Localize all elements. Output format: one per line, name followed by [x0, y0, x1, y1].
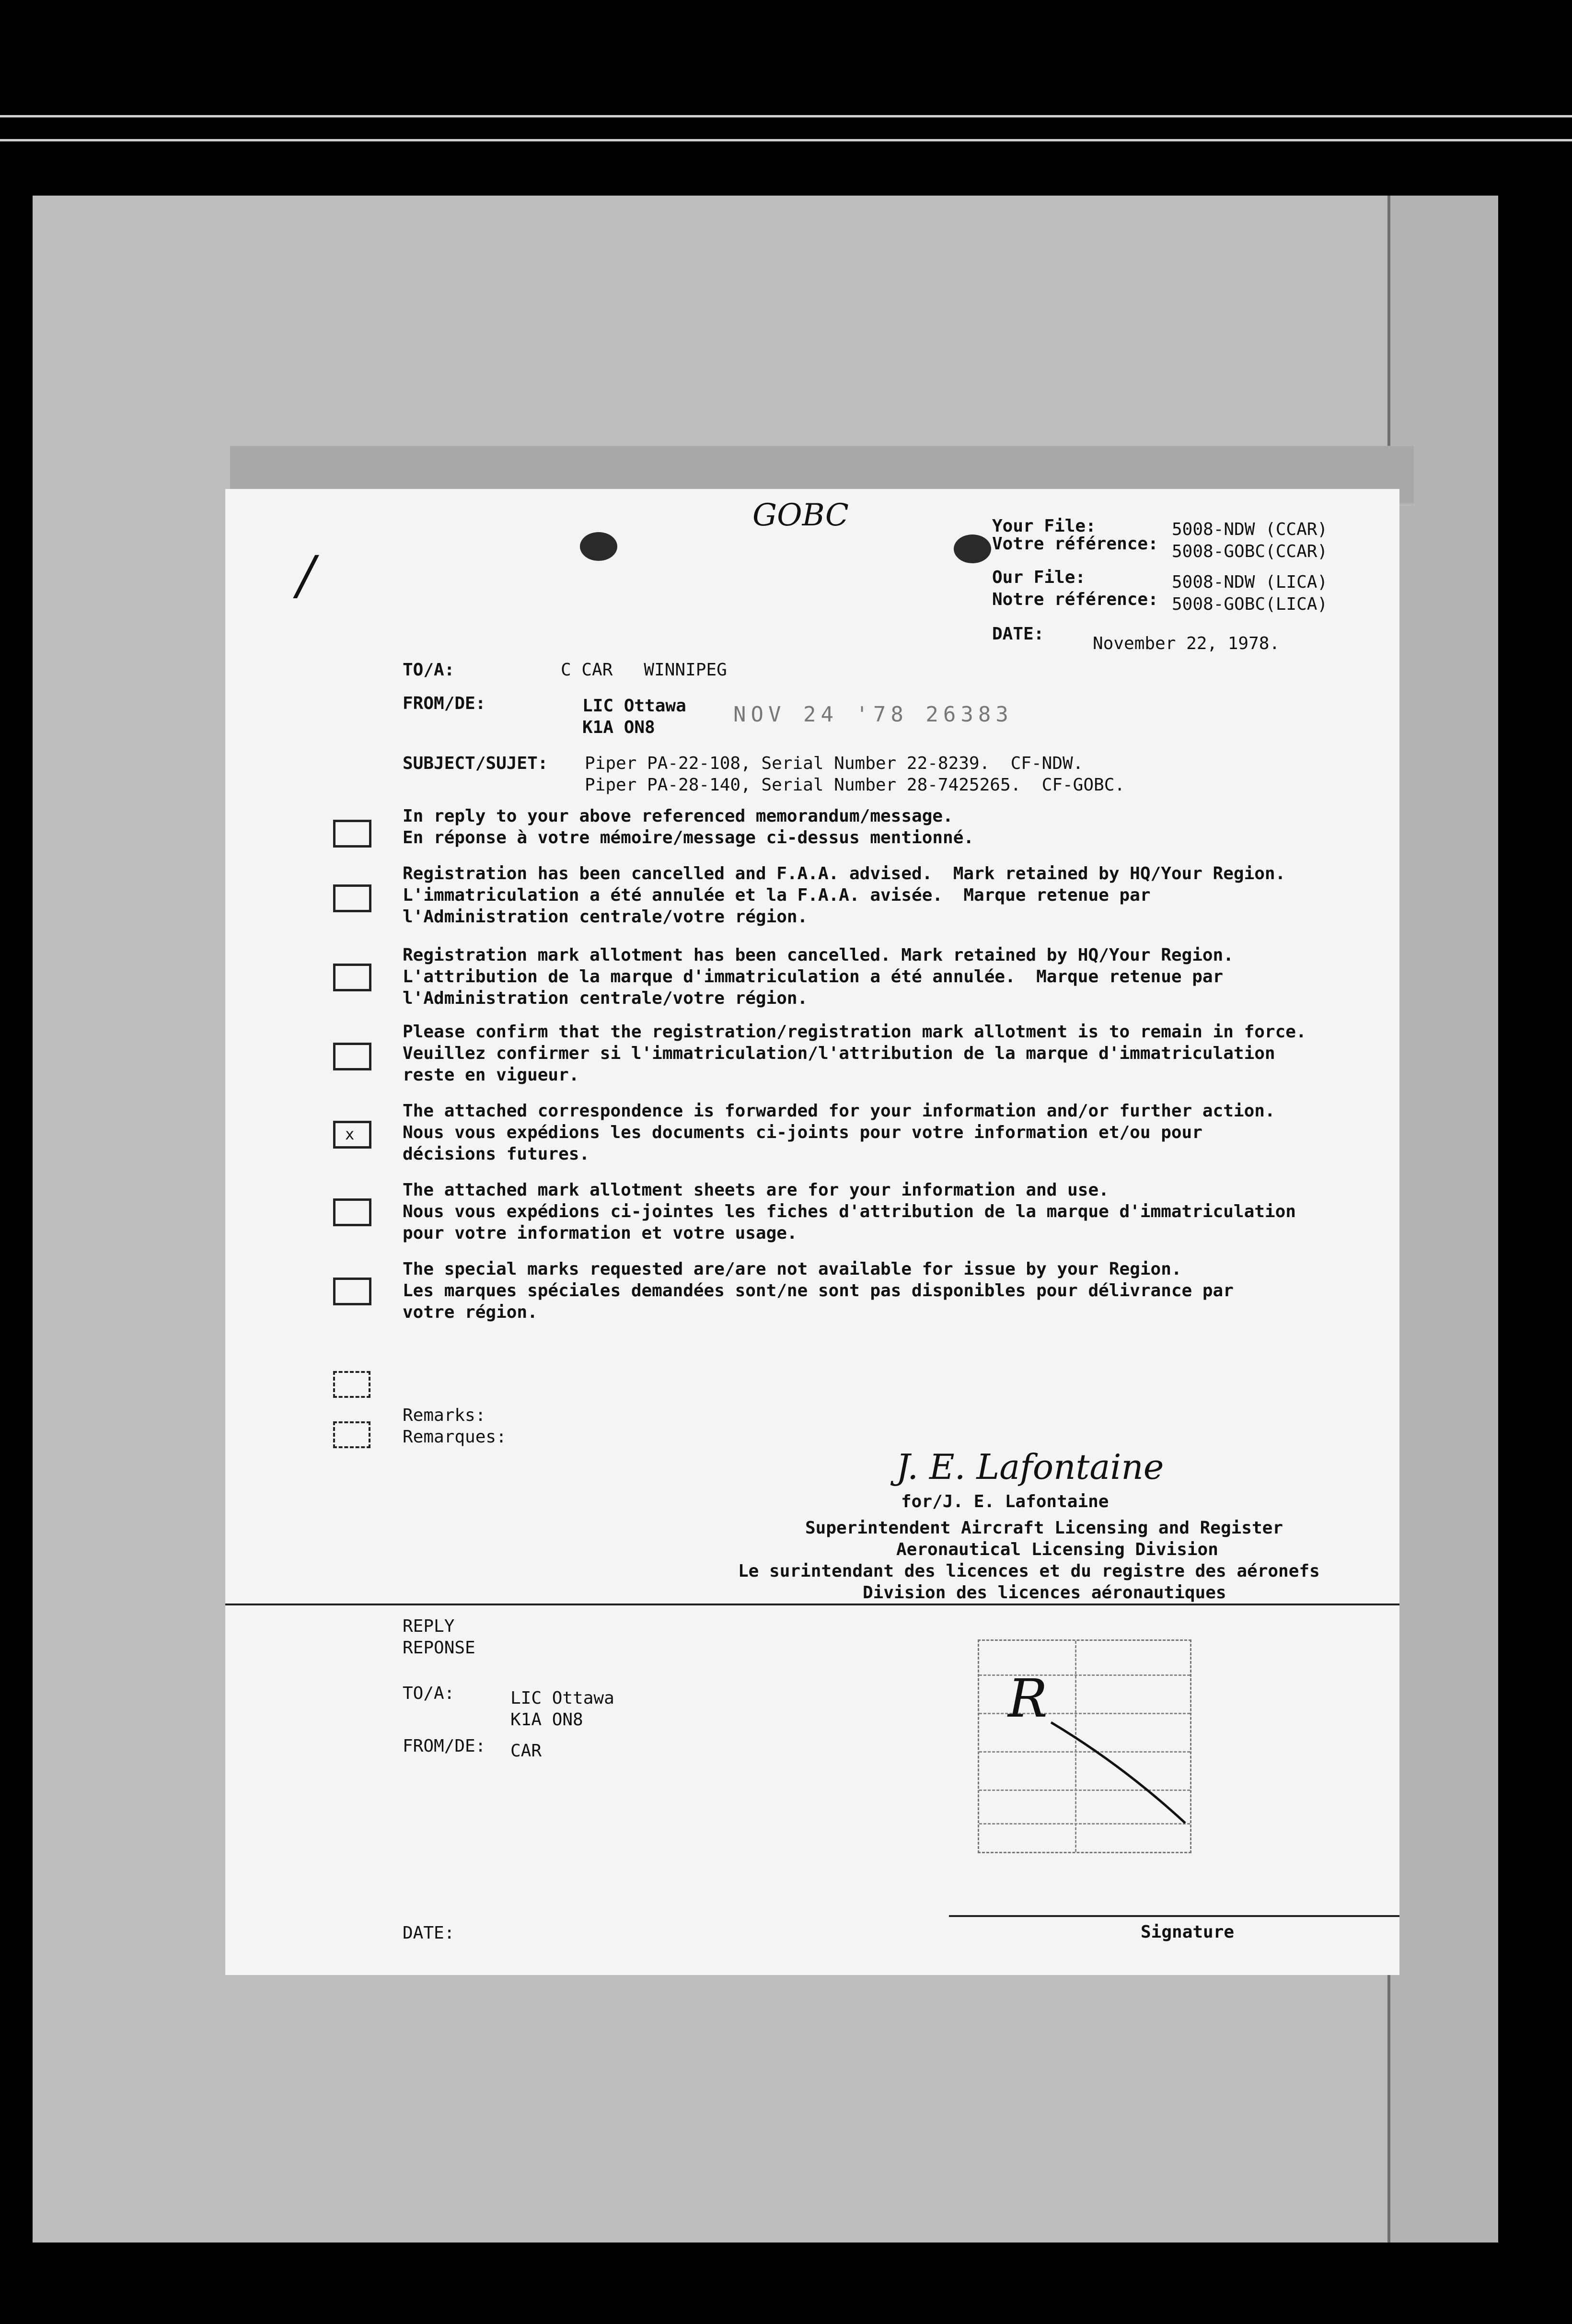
option-text-line: Nous vous expédions les documents ci-joints pour votre information et/ou pour [403, 1123, 1202, 1142]
your-file-label-en: Your File: [992, 516, 1096, 536]
reply-to-line-2: K1A ON8 [510, 1710, 583, 1730]
option-checkbox[interactable] [333, 1043, 371, 1070]
option-checkbox[interactable] [333, 1121, 371, 1149]
our-file-label-fr: Notre référence: [992, 590, 1158, 609]
remarks-checkbox-1[interactable] [333, 1371, 370, 1398]
option-checkbox[interactable] [333, 1278, 371, 1305]
signature-label: Signature [1141, 1922, 1235, 1942]
option-checkbox[interactable] [333, 964, 371, 991]
signatory-title-fr-1: Le surintendant des licences et du registre des aéronefs [738, 1561, 1320, 1581]
option-text-line: The attached correspondence is forwarded for your information and/or further action. [403, 1101, 1275, 1121]
reply-grid [978, 1639, 1191, 1853]
subject-line-1: Piper PA-22-108, Serial Number 22-8239. CF-NDW. [585, 754, 1084, 773]
from-line-1: LIC Ottawa [582, 696, 686, 716]
to-value: C CAR WINNIPEG [561, 660, 727, 680]
received-stamp: NOV 24 '78 26383 [733, 702, 1013, 727]
option-text-line: L'attribution de la marque d'immatriculation a été annulée. Marque retenue par [403, 967, 1224, 987]
option-text-line: Les marques spéciales demandées sont/ne sont pas disponibles pour délivrance par [403, 1281, 1234, 1301]
top-rule-2 [0, 139, 1572, 141]
option-text-line: votre région. [403, 1302, 538, 1322]
signatory-title-fr-2: Division des licences aéronautiques [863, 1583, 1226, 1603]
handwritten-signature: J. E. Lafontaine [896, 1447, 1164, 1487]
reply-label-en: REPLY [403, 1616, 455, 1636]
signature-line [949, 1915, 1399, 1917]
punch-hole-1 [580, 532, 617, 561]
date-value: November 22, 1978. [1093, 634, 1280, 653]
option-checkbox[interactable] [333, 1198, 371, 1226]
option-text-line: En réponse à votre mémoire/message ci-dessus mentionné. [403, 828, 974, 848]
remarks-checkbox-2[interactable] [333, 1421, 370, 1448]
option-text-line: Registration mark allotment has been cancelled. Mark retained by HQ/Your Region. [403, 945, 1234, 965]
our-file-ref-1: 5008-NDW (LICA) [1172, 572, 1328, 592]
handwritten-grid-mark: R [1008, 1668, 1048, 1729]
option-checkbox[interactable] [333, 884, 371, 912]
checkbox-mark: x [345, 1125, 355, 1143]
remarks-label-fr: Remarques: [403, 1427, 507, 1447]
signatory-title-en-2: Aeronautical Licensing Division [896, 1540, 1218, 1559]
date-label: DATE: [992, 624, 1044, 644]
option-checkbox[interactable] [333, 820, 371, 848]
option-text-line: L'immatriculation a été annulée et la F.A.A. avisée. Marque retenue par [403, 885, 1151, 905]
option-text-line: décisions futures. [403, 1144, 590, 1164]
option-text-line: Please confirm that the registration/registration mark allotment is to remain in force. [403, 1022, 1306, 1042]
reply-from-label: FROM/DE: [403, 1736, 486, 1756]
subject-label: SUBJECT/SUJET: [403, 754, 548, 773]
top-rule-1 [0, 115, 1572, 117]
signatory-title-en-1: Superintendent Aircraft Licensing and Register [805, 1518, 1283, 1538]
option-text-line: Veuillez confirmer si l'immatriculation/l'attribution de la marque d'immatriculation [403, 1044, 1275, 1063]
to-label: TO/A: [403, 660, 455, 680]
your-file-ref-2: 5008-GOBC(CCAR) [1172, 542, 1328, 561]
reply-label-fr: REPONSE [403, 1638, 475, 1658]
option-text-line: l'Administration centrale/votre région. [403, 907, 808, 927]
remarks-label-en: Remarks: [403, 1406, 486, 1425]
option-text-line: Registration has been cancelled and F.A.A. advised. Mark retained by HQ/Your Region. [403, 864, 1286, 883]
punch-hole-2 [954, 535, 991, 563]
option-text-line: Nous vous expédions ci-jointes les fiches d'attribution de la marque d'immatriculation [403, 1202, 1296, 1221]
from-label: FROM/DE: [403, 694, 486, 713]
reply-from-value: CAR [510, 1741, 542, 1761]
option-text-line: The special marks requested are/are not available for issue by your Region. [403, 1259, 1182, 1279]
handwritten-mark: / [297, 545, 315, 606]
reply-to-label: TO/A: [403, 1684, 455, 1703]
option-text-line: l'Administration centrale/votre région. [403, 988, 808, 1008]
our-file-ref-2: 5008-GOBC(LICA) [1172, 594, 1328, 614]
option-text-line: reste en vigueur. [403, 1065, 579, 1085]
reply-date-label: DATE: [403, 1923, 455, 1943]
option-text-line: In reply to your above referenced memorandum/message. [403, 806, 953, 826]
option-text-line: pour votre information et votre usage. [403, 1223, 798, 1243]
our-file-label-en: Our File: [992, 568, 1086, 587]
your-file-label-fr: Votre référence: [992, 534, 1158, 554]
memo-form [225, 489, 1399, 1975]
option-text-line: The attached mark allotment sheets are for your information and use. [403, 1180, 1109, 1200]
reply-divider [225, 1604, 1399, 1605]
your-file-ref-1: 5008-NDW (CCAR) [1172, 520, 1328, 539]
handwritten-stroke [979, 1641, 1190, 1852]
from-line-2: K1A ON8 [582, 718, 655, 737]
signatory-name: for/J. E. Lafontaine [901, 1492, 1109, 1511]
handwritten-registration: GOBC [752, 498, 849, 533]
reply-to-line-1: LIC Ottawa [510, 1688, 614, 1708]
subject-line-2: Piper PA-28-140, Serial Number 28-7425265. CF-GOBC. [585, 775, 1125, 795]
